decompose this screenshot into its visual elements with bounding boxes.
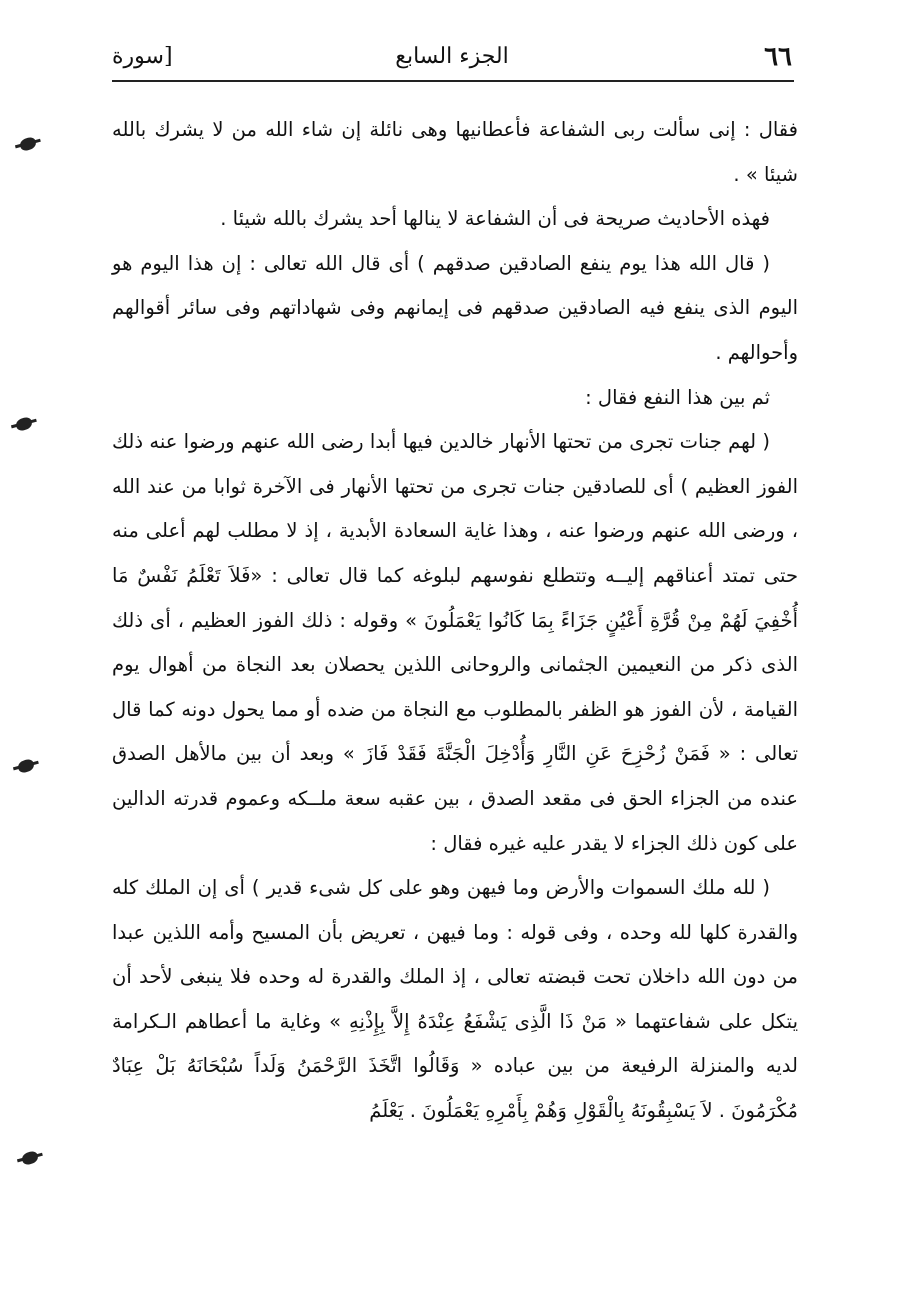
margin-mark xyxy=(21,1150,40,1166)
paragraph: فقال : إنى سألت ربى الشفاعة فأعطانيها وهى نائلة إن شاء الله من لا يشرك بالله شيئا » . xyxy=(112,118,798,186)
running-title: الجزء السابع xyxy=(395,44,509,69)
margin-mark xyxy=(19,136,38,152)
margin-mark xyxy=(15,416,34,432)
paragraph: ثم بين هذا النفع فقال : xyxy=(585,385,770,409)
page-header xyxy=(112,40,792,76)
paragraph: ( لله ملك السموات والأرض وما فيهن وهو على كل شىء قدير ) أى إن الملك كله والقدرة كلها لله وحده ، وفى قوله : وما فيهن ، تعريض بأن المسيح وأمه اللذين عبدا من دون الله داخلان تحت قبضته تعالى ، إذ الملك والقدرة له وحده فلا ينبغى لأحد أن يتكل على شفاعتهما « مَنْ ذَا الَّذِى يَشْفَعُ عِنْدَهُ إِلاَّ بِإِذْنِهِ » وغاية ما أعطاهم الـكرامة لديه والمنزلة الرفيعة من بين عباده « وَقَالُوا اتَّخَذَ الرَّحْمَنُ وَلَداً سُبْحَانَهُ بَلْ عِبَادٌ مُكْرَمُونَ . لاَ يَسْبِقُونَهُ بِالْقَوْلِ وَهُمْ بِأَمْرِهِ يَعْمَلُونَ . يَعْلَمُ xyxy=(112,876,798,1123)
surah-label: [سورة xyxy=(112,44,173,69)
page-number: ٦٦ xyxy=(764,42,792,72)
header-rule xyxy=(112,80,794,82)
paragraph: ( لهم جنات تجرى من تحتها الأنهار خالدين فيها أبدا رضى الله عنهم ورضوا عنه ذلك الفوز العظيم ) أى للصادقين جنات تجرى من تحتها الأنهار فى الآخرة ثوابا من عند الله ، ورضى الله عنهم ورضوا عنه ، وهذا غاية السعادة الأبدية ، إذ لا مطلب لهم أعلى منه حتى تمتد أعناقهم إليــه وتتطلع نفوسهم لبلوغه كما قال تعالى : «فَلاَ تَعْلَمُ نَفْسٌ مَا أُخْفِيَ لَهُمْ مِنْ قُرَّةِ أَعْيُنٍ جَزَاءً بِمَا كَانُوا يَعْمَلُونَ » وقوله : ذلك الفوز العظيم ، أى ذلك الذى ذكر من النعيمين الجثمانى والروحانى اللذين يحصلان بعد النجاة من أهوال يوم القيامة ، لأن الفوز هو الظفر بالمطلوب مع النجاة من ضده أو مما يحول دونه كما قال تعالى : « فَمَنْ زُحْزِحَ عَنِ النَّارِ وَأُدْخِلَ الْجَنَّةَ فَقَدْ فَازَ » وبعد أن بين مالأهل الصدق عنده من الجزاء الحق فى مقعد الصدق ، بين عقبه سعة ملــكه وعموم قدرته الدالين على كون ذلك الجزاء لا يقدر عليه غيره فقال : xyxy=(112,430,798,855)
paragraph: فهذه الأحاديث صريحة فى أن الشفاعة لا ينالها أحد يشرك بالله شيئا . xyxy=(220,207,770,231)
margin-mark xyxy=(17,758,36,774)
body-text xyxy=(112,108,798,1134)
paragraph: ( قال الله هذا يوم ينفع الصادقين صدقهم ) أى قال الله تعالى : إن هذا اليوم هو اليوم الذى ينفع فيه الصادقين صدقهم فى إيمانهم وفى شهاداتهم وفى سائر أقوالهم وأحوالهم . xyxy=(112,251,798,364)
